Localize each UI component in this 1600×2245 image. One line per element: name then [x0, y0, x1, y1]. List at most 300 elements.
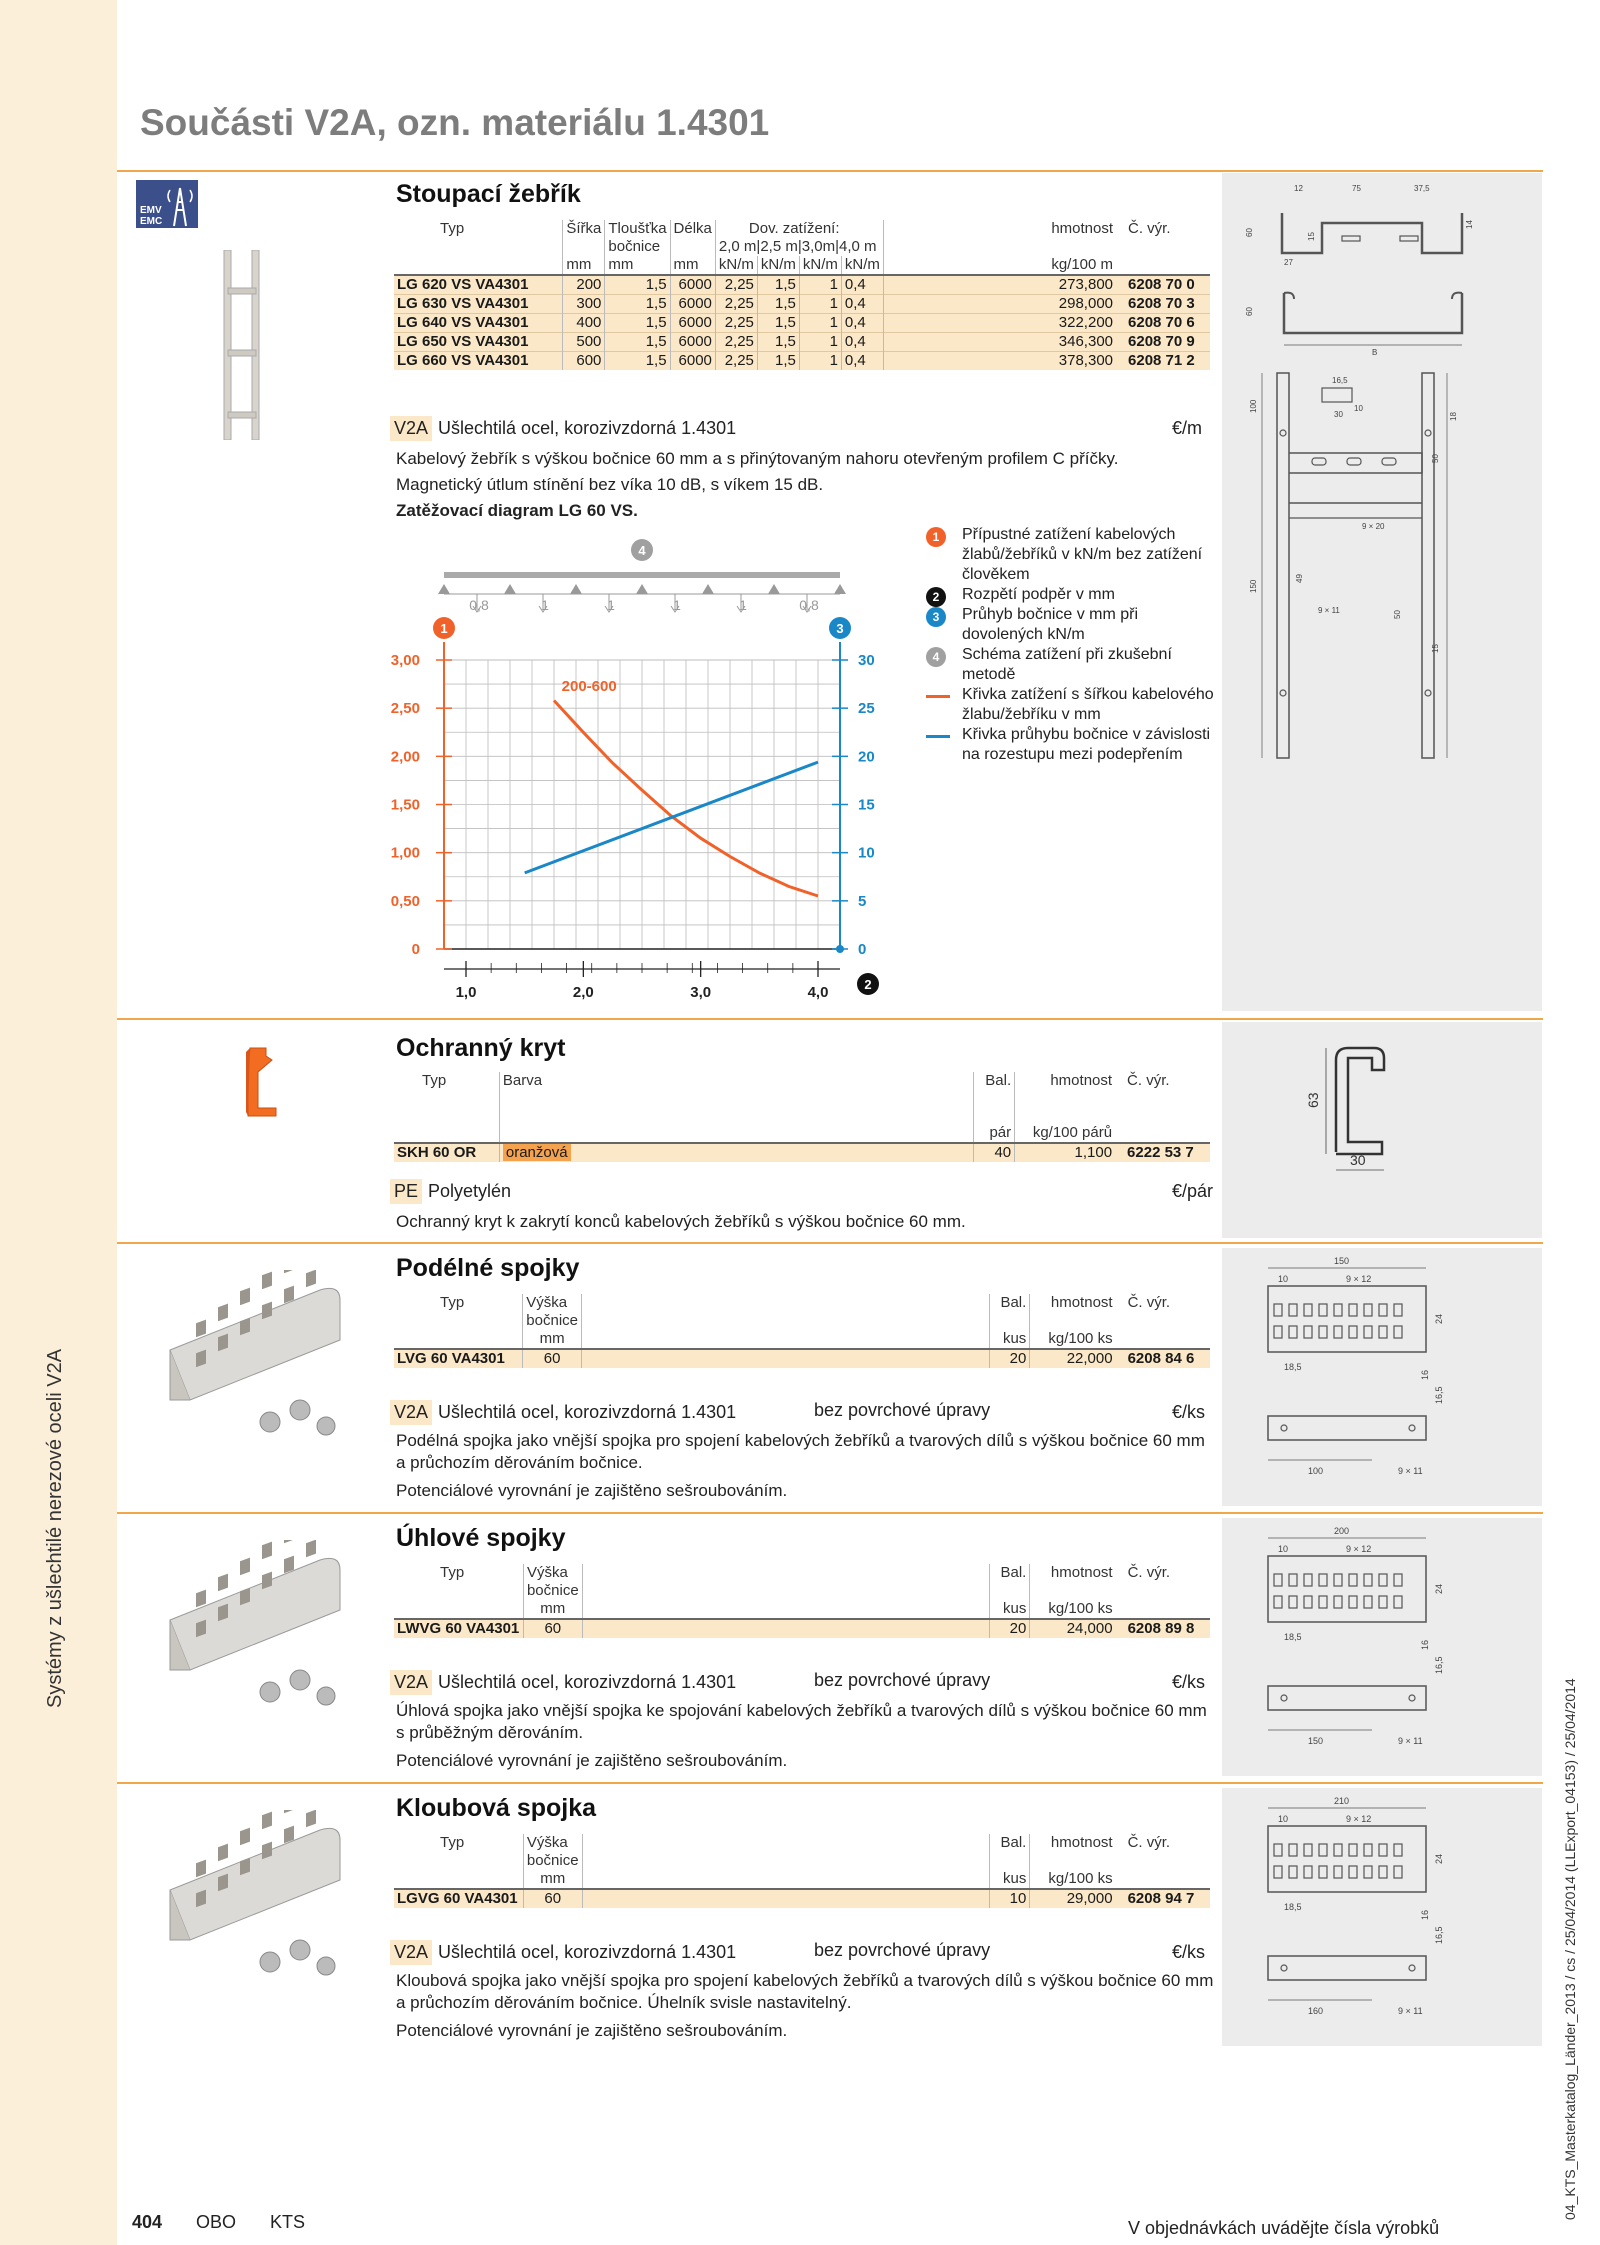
marker-2-icon-label: 2 [864, 977, 872, 992]
ladder-title: Stoupací žebřík [396, 180, 581, 208]
svg-text:9 × 11: 9 × 11 [1318, 606, 1340, 615]
col-hmotnost: hmotnost [1050, 1834, 1113, 1851]
cell-tl: 1,5 [605, 352, 670, 371]
svg-text:37,5: 37,5 [1414, 184, 1430, 193]
cover-price-unit: €/pár [1172, 1181, 1214, 1201]
svg-text:16,5: 16,5 [1434, 1656, 1444, 1674]
col-vyska: Výška bočnice [523, 1834, 582, 1870]
unit-hmotnost: kg/100 ks [1030, 1600, 1116, 1619]
cell-sirka: 500 [563, 333, 605, 352]
svg-text:27: 27 [1284, 258, 1293, 267]
connector-spec-table [394, 1564, 1210, 1638]
material-code: V2A [390, 1670, 432, 1695]
cell-typ: SKH 60 OR [394, 1143, 499, 1162]
svg-text:16,5: 16,5 [1434, 1926, 1444, 1944]
col-cvyr: Č. výr. [1127, 1564, 1171, 1581]
x-tick-label: 3,0 [690, 984, 712, 1001]
cell-hm: 378,300 [883, 352, 1116, 371]
col-delka: Délka [670, 220, 715, 256]
material-code: PE [390, 1179, 422, 1204]
cell-z1: 2,25 [715, 295, 757, 314]
unit-hmotnost: kg/100 m [883, 256, 1116, 275]
svg-text:15: 15 [1307, 232, 1316, 241]
connector-price-unit: €/ks [1172, 1942, 1206, 1962]
cell-z2: 1,5 [757, 295, 799, 314]
cell-sirka: 200 [563, 275, 605, 295]
ladder-material [390, 416, 736, 441]
cell-typ: LG 630 VS VA4301 [394, 295, 563, 314]
connector-material [390, 1400, 991, 1425]
col-tloustka: Tloušťka bočnice [605, 220, 670, 256]
table-row [394, 352, 1210, 371]
svg-text:60: 60 [1245, 307, 1254, 316]
connector-description [396, 1430, 1216, 1502]
svg-text:60: 60 [1245, 228, 1254, 237]
unit-vyska: mm [523, 1330, 582, 1349]
cell-hm: 29,000 [1030, 1889, 1116, 1908]
col-hmotnost: hmotnost [1050, 1294, 1113, 1311]
svg-text:10: 10 [1354, 404, 1363, 413]
ladder-price-unit: €/m [1172, 418, 1203, 438]
cell-delka: 6000 [670, 275, 715, 295]
series-label: 200-600 [561, 677, 617, 695]
connector-description [396, 1970, 1216, 2042]
cell-typ: LG 660 VS VA4301 [394, 352, 563, 371]
y-left-tick-label: 1,50 [390, 796, 420, 814]
connector-desc-line: Potenciálové vyrovnání je zajištěno sešroubováním. [396, 1751, 788, 1770]
cell-typ: LG 620 VS VA4301 [394, 275, 563, 295]
svg-text:9 × 11: 9 × 11 [1398, 1466, 1423, 1476]
ladder-description [396, 448, 1216, 522]
svg-text:9 × 11: 9 × 11 [1398, 2006, 1423, 2016]
cell-typ: LWVG 60 VA4301 [394, 1619, 523, 1638]
y-right-tick-label: 20 [858, 748, 875, 766]
material-text: Ušlechtilá ocel, korozivzdorná 1.4301 [438, 1672, 737, 1692]
load-label: 1 [673, 597, 681, 613]
cell-vyska: 60 [523, 1619, 582, 1638]
connector-title: Podélné spojky [396, 1254, 580, 1282]
col-bal: Bal. [989, 1294, 1030, 1330]
support-triangle [570, 584, 582, 594]
connector-thumbnail [150, 1540, 370, 1720]
svg-text:150: 150 [1249, 579, 1258, 593]
svg-text:16,5: 16,5 [1434, 1386, 1444, 1404]
legend-text: Rozpětí podpěr v mm [962, 586, 1115, 603]
legend-number-icon: 4 [926, 647, 946, 667]
diagram-title: Zatěžovací diagram LG 60 VS. [396, 501, 638, 520]
svg-text:12: 12 [1294, 184, 1303, 193]
material-code: V2A [390, 1400, 432, 1425]
cell-hm: 346,300 [883, 333, 1116, 352]
material-code: V2A [390, 1940, 432, 1965]
svg-text:9 × 12: 9 × 12 [1346, 1544, 1372, 1554]
connector-desc-line: Kloubová spojka jako vnější spojka pro spojení kabelových žebříků a tvarových dílů s výškou bočnice 60 mm a průchozím děrováním bočnice. Úhelník svisle nastavitelný. [396, 1971, 1214, 2012]
cell-vyska: 60 [523, 1349, 582, 1368]
cell-z3: 1 [799, 314, 841, 333]
svg-text:100: 100 [1249, 399, 1258, 413]
cell-z3: 1 [799, 333, 841, 352]
y-right-tick-label: 25 [858, 700, 875, 718]
material-text: Ušlechtilá ocel, korozivzdorná 1.4301 [438, 1942, 737, 1962]
cell-tl: 1,5 [605, 275, 670, 295]
support-triangle [702, 584, 714, 594]
cell-cv: 6208 89 8 [1116, 1619, 1210, 1638]
col-cvyr: Č. výr. [1127, 1834, 1171, 1851]
support-triangle [636, 584, 648, 594]
legend-item [926, 525, 1216, 585]
marker-1-icon-label: 1 [440, 621, 448, 636]
cell-typ: LVG 60 VA4301 [394, 1349, 523, 1368]
svg-text:16,5: 16,5 [1332, 376, 1348, 385]
connector-description [396, 1700, 1216, 1772]
legend-item [926, 605, 1216, 645]
legend-line-swatch [926, 735, 950, 738]
unit-z1: kN/m [715, 256, 757, 275]
unit-delka: mm [670, 256, 715, 275]
cell-bal: 40 [974, 1143, 1015, 1162]
svg-text:75: 75 [1352, 184, 1361, 193]
table-row [394, 1349, 1210, 1368]
cell-hm: 273,800 [883, 275, 1116, 295]
svg-text:16: 16 [1420, 1369, 1430, 1380]
ladder-desc-line: Kabelový žebřík s výškou bočnice 60 mm a s přinýtovaným nahoru otevřeným profilem C příčky. [396, 449, 1119, 468]
connector-desc-line: Potenciálové vyrovnání je zajištěno sešroubováním. [396, 2021, 788, 2040]
surface-finish: bez povrchové úpravy [814, 1940, 991, 1960]
connector-thumbnail [150, 1810, 370, 1990]
y-right-tick-label: 10 [858, 844, 875, 862]
cell-cv: 6208 70 3 [1116, 295, 1210, 314]
connector-price-unit: €/ks [1172, 1672, 1206, 1692]
col-typ: Typ [394, 1564, 523, 1600]
unit-hmotnost: kg/100 ks [1030, 1330, 1116, 1349]
footer-order-note: V objednávkách uvádějte čísla výrobků [1128, 2218, 1440, 2238]
cell-hm: 24,000 [1030, 1619, 1116, 1638]
section-divider [117, 170, 1543, 172]
cell-barva: oranžová [499, 1143, 973, 1162]
support-triangle [438, 584, 450, 594]
legend-number-icon: 2 [926, 587, 946, 607]
svg-text:150: 150 [1334, 1256, 1350, 1266]
svg-text:18,5: 18,5 [1284, 1632, 1302, 1642]
cell-typ: LG 650 VS VA4301 [394, 333, 563, 352]
section-divider [117, 1782, 1543, 1784]
svg-text:24: 24 [1434, 1313, 1444, 1324]
section-divider [117, 1512, 1543, 1514]
material-text: Polyetylén [428, 1181, 512, 1201]
svg-text:EMV: EMV [140, 205, 162, 216]
col-vyska: Výška bočnice [523, 1564, 582, 1600]
unit-tloustka: mm [605, 256, 670, 275]
svg-text:24: 24 [1434, 1583, 1444, 1594]
svg-text:B: B [1372, 348, 1378, 357]
x-tick-label: 1,0 [455, 984, 477, 1001]
table-row [394, 295, 1210, 314]
connector-material [390, 1940, 991, 1965]
legend-line-swatch [926, 695, 950, 698]
connector-spec-table [394, 1294, 1210, 1368]
svg-text:14: 14 [1465, 220, 1474, 229]
cell-z2: 1,5 [757, 314, 799, 333]
cell-cv: 6208 84 6 [1116, 1349, 1210, 1368]
cell-bal: 20 [989, 1619, 1030, 1638]
col-hmotnost: hmotnost [1051, 220, 1114, 237]
cover-title: Ochranný kryt [396, 1034, 566, 1062]
cell-bal: 20 [989, 1349, 1030, 1368]
table-row [394, 1619, 1210, 1638]
svg-text:18,5: 18,5 [1284, 1902, 1302, 1912]
legend-text: Schéma zatížení při zkušební metodě [962, 646, 1172, 683]
cell-bal: 10 [989, 1889, 1030, 1908]
table-row [394, 314, 1210, 333]
cell-cv: 6208 70 9 [1116, 333, 1210, 352]
connector-thumbnail [150, 1270, 370, 1450]
section-divider [117, 1018, 1543, 1020]
table-row [394, 1143, 1210, 1162]
col-zatizeni: Dov. zatížení: 2,0 m|2,5 m|3,0m|4,0 m [715, 220, 883, 256]
support-triangle [834, 584, 846, 594]
unit-bal: pár [974, 1124, 1015, 1143]
load-label: 0,8 [799, 597, 819, 613]
y-right-tick-label: 30 [858, 652, 875, 669]
cell-z3: 1 [799, 275, 841, 295]
connector-price-unit: €/ks [1172, 1402, 1206, 1422]
col-cvyr: Č. výr. [1127, 1072, 1170, 1089]
load-label: 1 [541, 597, 549, 613]
unit-hmotnost: kg/100 párů [1015, 1124, 1115, 1143]
connector-desc-line: Úhlová spojka jako vnější spojka ke spojování kabelových žebříků a tvarových dílů s výškou bočnice 60 mm s průběžným děrováním. [396, 1701, 1207, 1742]
diagram-legend [926, 525, 1216, 765]
cover-spec-table [394, 1072, 1210, 1162]
svg-text:10: 10 [1278, 1814, 1289, 1824]
cell-vyska: 60 [523, 1889, 582, 1908]
unit-sirka: mm [563, 256, 605, 275]
load-label: 0,8 [469, 597, 489, 613]
ladder-technical-drawing [1222, 173, 1542, 1011]
cell-z1: 2,25 [715, 352, 757, 371]
cover-description: Ochranný kryt k zakrytí konců kabelových žebříků s výškou bočnice 60 mm. [396, 1212, 966, 1231]
connector-technical-drawing [1222, 1518, 1542, 1776]
svg-text:30: 30 [1334, 410, 1343, 419]
cell-cv: 6222 53 7 [1115, 1143, 1210, 1162]
col-hmotnost: hmotnost [1050, 1564, 1113, 1581]
cell-sirka: 300 [563, 295, 605, 314]
page-title: Součásti V2A, ozn. materiálu 1.4301 [140, 102, 770, 143]
legend-line-item [926, 685, 1216, 725]
svg-text:9 × 12: 9 × 12 [1346, 1814, 1372, 1824]
svg-text:210: 210 [1334, 1796, 1350, 1806]
col-typ: Typ [394, 220, 563, 256]
y-left-tick-label: 3,00 [390, 652, 420, 669]
unit-z2: kN/m [757, 256, 799, 275]
cell-z1: 2,25 [715, 275, 757, 295]
cell-cv: 6208 71 2 [1116, 352, 1210, 371]
cell-typ: LGVG 60 VA4301 [394, 1889, 523, 1908]
y-left-tick-label: 0,50 [390, 892, 420, 910]
y-left-tick-label: 2,50 [390, 700, 420, 718]
y-left-tick-label: 0 [411, 941, 420, 958]
y-left-tick-label: 2,00 [390, 748, 420, 766]
col-vyska: Výška bočnice [523, 1294, 582, 1330]
svg-text:10: 10 [1278, 1274, 1289, 1284]
col-cvyr: Č. výr. [1127, 1294, 1171, 1311]
unit-vyska: mm [523, 1600, 582, 1619]
footer-page-number: 404 [132, 2212, 163, 2232]
svg-text:50: 50 [1431, 454, 1440, 463]
legend-number-icon: 1 [926, 527, 946, 547]
cell-tl: 1,5 [605, 314, 670, 333]
support-triangle [504, 584, 516, 594]
connector-spec-table [394, 1834, 1210, 1908]
legend-text: Křivka zatížení s šířkou kabelového žlabu/žebříku v mm [962, 686, 1214, 723]
y-right-tick-label: 5 [858, 892, 867, 910]
cell-z3: 1 [799, 295, 841, 314]
table-row [394, 1889, 1210, 1908]
cell-delka: 6000 [670, 295, 715, 314]
cover-thumbnail [232, 1042, 282, 1122]
cell-sirka: 400 [563, 314, 605, 333]
side-section-label: Systémy z ušlechtilé nerezové oceli V2A [44, 1348, 66, 1708]
connector-technical-drawing [1222, 1248, 1542, 1506]
table-row [394, 333, 1210, 352]
cell-z4: 0,4 [841, 295, 883, 314]
svg-text:50: 50 [1393, 610, 1402, 619]
cell-tl: 1,5 [605, 295, 670, 314]
footer-brand: OBO [196, 2212, 237, 2232]
svg-text:10: 10 [1278, 1544, 1289, 1554]
cell-hm: 322,200 [883, 314, 1116, 333]
cell-cv: 6208 94 7 [1116, 1889, 1210, 1908]
unit-bal: kus [989, 1330, 1030, 1349]
col-hmotnost: hmotnost [1050, 1072, 1113, 1089]
marker-3-icon-label: 3 [836, 621, 844, 636]
connector-desc-line: Potenciálové vyrovnání je zajištěno sešroubováním. [396, 1481, 788, 1500]
cell-z1: 2,25 [715, 314, 757, 333]
material-code: V2A [390, 416, 432, 441]
y-left-tick-label: 1,00 [390, 844, 420, 862]
unit-z4: kN/m [841, 256, 883, 275]
svg-text:49: 49 [1295, 574, 1304, 583]
material-text: Ušlechtilá ocel, korozivzdorná 1.4301 [438, 418, 737, 438]
connector-desc-line: Podélná spojka jako vnější spojka pro spojení kabelových žebříků a tvarových dílů s výškou bočnice 60 mm a průchozím děrováním bočnice. [396, 1431, 1205, 1472]
svg-text:200: 200 [1334, 1526, 1350, 1536]
unit-z3: kN/m [799, 256, 841, 275]
section-divider [117, 1242, 1543, 1244]
col-barva: Barva [499, 1072, 973, 1124]
cell-z4: 0,4 [841, 275, 883, 295]
col-cvyr: Č. výr. [1128, 220, 1171, 237]
cell-z4: 0,4 [841, 314, 883, 333]
svg-text:9 × 11: 9 × 11 [1398, 1736, 1423, 1746]
legend-text: Křivka průhybu bočnice v závislosti na rozestupu mezi podepřením [962, 726, 1211, 763]
svg-text:24: 24 [1434, 1853, 1444, 1864]
x-tick-label: 4,0 [807, 984, 829, 1001]
cell-z4: 0,4 [841, 333, 883, 352]
surface-finish: bez povrchové úpravy [814, 1400, 991, 1420]
legend-text: Průhyb bočnice v mm při dovolených kN/m [962, 606, 1139, 643]
cell-sirka: 600 [563, 352, 605, 371]
load-label: 1 [739, 597, 747, 613]
cell-delka: 6000 [670, 314, 715, 333]
cell-hm: 298,000 [883, 295, 1116, 314]
marker-4-icon-label: 4 [638, 543, 646, 558]
legend-number-icon: 3 [926, 607, 946, 627]
svg-text:63: 63 [1305, 1092, 1321, 1108]
cell-z2: 1,5 [757, 275, 799, 295]
cell-z3: 1 [799, 352, 841, 371]
connector-material [390, 1670, 991, 1695]
cell-z2: 1,5 [757, 333, 799, 352]
cell-z4: 0,4 [841, 352, 883, 371]
footer-section: KTS [270, 2212, 306, 2232]
cell-hm: 1,100 [1015, 1143, 1115, 1162]
legend-line-item [926, 725, 1216, 765]
col-typ: Typ [394, 1834, 523, 1870]
svg-text:160: 160 [1308, 2006, 1324, 2016]
ladder-desc-line: Magnetický útlum stínění bez víka 10 dB, s víkem 15 dB. [396, 475, 824, 494]
cell-z2: 1,5 [757, 352, 799, 371]
unit-vyska: mm [523, 1870, 582, 1889]
svg-text:15: 15 [1431, 644, 1440, 653]
material-text: Ušlechtilá ocel, korozivzdorná 1.4301 [438, 1402, 737, 1422]
connector-technical-drawing [1222, 1788, 1542, 2046]
connector-title: Kloubová spojka [396, 1794, 597, 1822]
cell-hm: 22,000 [1030, 1349, 1116, 1368]
cover-technical-drawing [1222, 1022, 1542, 1238]
col-bal: Bal. [989, 1834, 1030, 1870]
ladder-spec-table [394, 220, 1210, 370]
load-label: 1 [607, 597, 615, 613]
svg-text:9 × 20: 9 × 20 [1362, 522, 1385, 531]
cover-material [390, 1179, 511, 1204]
connector-title: Úhlové spojky [396, 1524, 566, 1552]
x-tick-label: 2,0 [572, 984, 594, 1001]
col-typ: Typ [394, 1072, 499, 1124]
svg-text:EMC: EMC [140, 216, 163, 227]
svg-text:18: 18 [1449, 412, 1458, 421]
unit-hmotnost: kg/100 ks [1030, 1870, 1116, 1889]
cell-cv: 6208 70 6 [1116, 314, 1210, 333]
svg-text:18,5: 18,5 [1284, 1362, 1302, 1372]
surface-finish: bez povrchové úpravy [814, 1670, 991, 1690]
svg-text:100: 100 [1308, 1466, 1324, 1476]
svg-text:16: 16 [1420, 1909, 1430, 1920]
y-right-tick-label: 15 [858, 796, 875, 814]
load-diagram-chart [380, 530, 910, 1010]
legend-item [926, 585, 1216, 605]
support-triangle [768, 584, 780, 594]
cell-delka: 6000 [670, 333, 715, 352]
cell-z1: 2,25 [715, 333, 757, 352]
svg-text:150: 150 [1308, 1736, 1324, 1746]
load-beam [444, 572, 840, 578]
y-right-tick-label: 0 [858, 941, 867, 958]
col-bal: Bal. [974, 1072, 1015, 1124]
col-sirka: Šířka [563, 220, 605, 256]
svg-text:16: 16 [1420, 1639, 1430, 1650]
cell-delka: 6000 [670, 352, 715, 371]
svg-text:30: 30 [1350, 1152, 1366, 1168]
left-margin-strip [0, 0, 117, 2245]
cell-cv: 6208 70 0 [1116, 275, 1210, 295]
legend-text: Přípustné zatížení kabelových žlabů/žebříků v kN/m bez zatížení člověkem [962, 526, 1203, 583]
cell-typ: LG 640 VS VA4301 [394, 314, 563, 333]
cell-tl: 1,5 [605, 333, 670, 352]
legend-item [926, 645, 1216, 685]
emv-emc-icon [136, 180, 198, 228]
col-bal: Bal. [989, 1564, 1030, 1600]
unit-bal: kus [989, 1600, 1030, 1619]
table-row [394, 275, 1210, 295]
